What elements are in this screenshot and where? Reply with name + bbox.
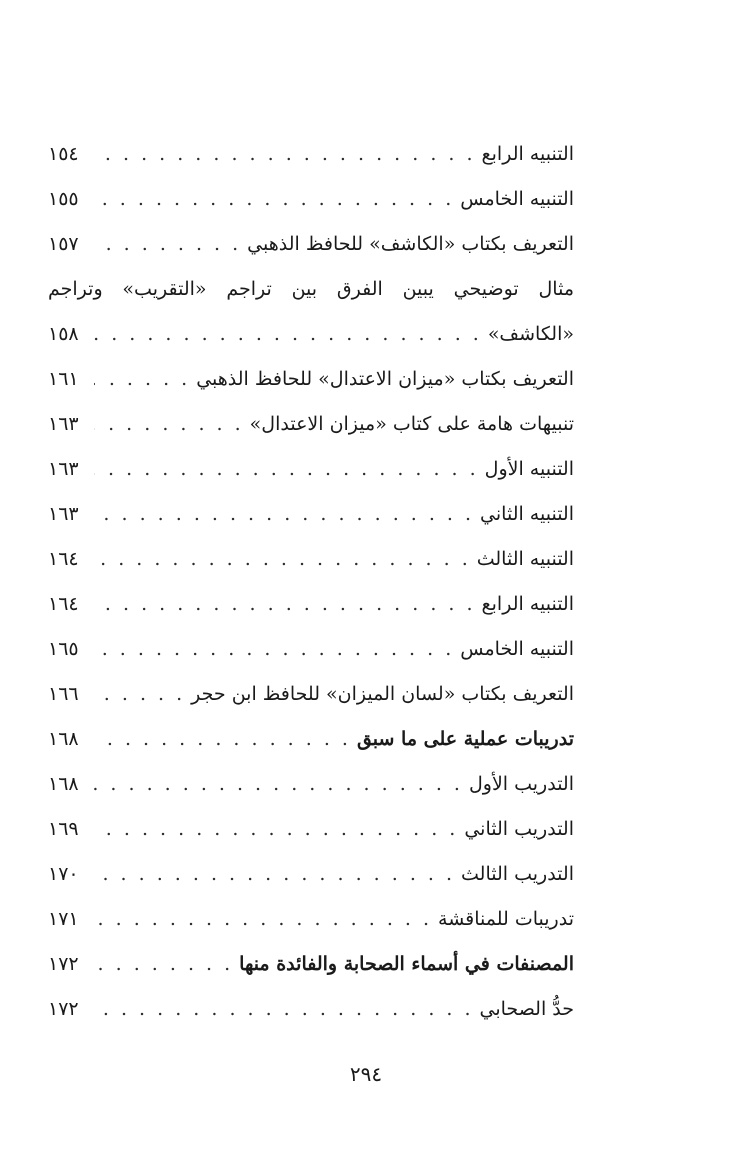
toc-entry xyxy=(48,627,574,672)
toc-entry xyxy=(48,402,574,447)
toc-entry xyxy=(48,537,574,582)
page-number: ٢٩٤ xyxy=(349,1062,383,1086)
toc-entry-page: ١٧٢ xyxy=(48,953,79,975)
dot-leader xyxy=(94,762,463,807)
dot-leader xyxy=(94,627,454,672)
dot-leader xyxy=(94,582,476,627)
toc-entry-page: ١٦٤ xyxy=(48,593,79,615)
toc-entry-multiline xyxy=(48,267,574,357)
dot-leader xyxy=(94,447,479,492)
dot-leader xyxy=(94,222,241,267)
toc-entry-title: التدريب الثاني xyxy=(464,818,574,840)
dot-leader xyxy=(94,717,351,762)
toc-entry-title: التعريف بكتاب «لسان الميزان» للحافظ ابن حجر xyxy=(191,683,574,705)
toc-entry-title: التنبيه الثاني xyxy=(480,503,574,525)
dot-leader xyxy=(94,492,474,537)
toc-entry-page: ١٦٤ xyxy=(48,548,79,570)
dot-leader xyxy=(94,807,458,852)
toc-entry-title-continuation: «الكاشف» xyxy=(487,323,574,345)
toc-entry-page: ١٦٣ xyxy=(48,503,79,525)
dot-leader xyxy=(94,177,454,222)
toc-entry xyxy=(48,762,574,807)
toc-entry xyxy=(48,807,574,852)
toc-entry xyxy=(48,987,574,1032)
table-of-contents xyxy=(48,132,574,1032)
toc-entry-page: ١٧٢ xyxy=(48,998,79,1020)
dot-leader xyxy=(94,537,471,582)
dot-leader xyxy=(94,672,185,717)
toc-entry-title: تدريبات عملية على ما سبق xyxy=(356,728,574,750)
toc-entry-title: التنبيه الخامس xyxy=(460,188,574,210)
toc-entry-title: التنبيه الخامس xyxy=(460,638,574,660)
toc-entry xyxy=(48,852,574,897)
toc-entry-title: التدريب الأول xyxy=(468,773,574,795)
toc-entry-title: التنبيه الرابع xyxy=(481,593,574,615)
toc-entry-page: ١٥٥ xyxy=(48,188,79,210)
toc-entry-title: التدريب الثالث xyxy=(461,863,574,885)
toc-entry-page: ١٧٠ xyxy=(48,863,79,885)
toc-entry-page: ١٦٨ xyxy=(48,728,79,750)
toc-entry-page: ١٦٥ xyxy=(48,638,79,660)
dot-leader xyxy=(94,312,482,357)
toc-entry-page: ١٥٤ xyxy=(48,143,79,165)
toc-entry-title: تدريبات للمناقشة xyxy=(438,908,574,930)
toc-entry-page: ١٦٣ xyxy=(48,458,79,480)
toc-entry-title: حدُّ الصحابي xyxy=(479,998,574,1020)
toc-entry xyxy=(48,132,574,177)
dot-leader xyxy=(94,357,190,402)
toc-entry xyxy=(48,492,574,537)
toc-entry xyxy=(48,447,574,492)
toc-entry xyxy=(48,672,574,717)
toc-entry xyxy=(48,357,574,402)
dot-leader xyxy=(94,897,432,942)
toc-entry xyxy=(48,177,574,222)
toc-entry-title: تنبيهات هامة على كتاب «ميزان الاعتدال» xyxy=(249,413,574,435)
toc-entry-page: ١٧١ xyxy=(48,908,79,930)
toc-entry-title: التعريف بكتاب «ميزان الاعتدال» للحافظ الذهبي xyxy=(196,368,574,390)
toc-entry-title: التنبيه الثالث xyxy=(476,548,574,570)
toc-entry-page: ١٦٩ xyxy=(48,818,79,840)
toc-entry-page: ١٦٣ xyxy=(48,413,79,435)
toc-entry-title: مثال توضيحي يبين الفرق بين تراجم «التقريب» وتراجم xyxy=(48,278,574,300)
toc-entry xyxy=(48,222,574,267)
toc-entry-page: ١٦٨ xyxy=(48,773,79,795)
toc-entry xyxy=(48,582,574,627)
toc-entry-page: ١٦١ xyxy=(48,368,79,390)
toc-entry-page: ١٥٨ xyxy=(48,323,79,345)
toc-entry-heading xyxy=(48,717,574,762)
toc-entry-heading xyxy=(48,942,574,987)
dot-leader xyxy=(94,402,244,447)
toc-entry-page: ١٦٦ xyxy=(48,683,79,705)
dot-leader xyxy=(94,942,233,987)
toc-entry-title: المصنفات في أسماء الصحابة والفائدة منها xyxy=(239,953,574,975)
toc-entry-title: التنبيه الرابع xyxy=(481,143,574,165)
toc-entry-page: ١٥٧ xyxy=(48,233,79,255)
toc-entry-title: التعريف بكتاب «الكاشف» للحافظ الذهبي xyxy=(247,233,574,255)
dot-leader xyxy=(94,987,474,1032)
toc-entry xyxy=(48,897,574,942)
dot-leader xyxy=(94,132,476,177)
dot-leader xyxy=(94,852,455,897)
toc-entry-title: التنبيه الأول xyxy=(484,458,574,480)
